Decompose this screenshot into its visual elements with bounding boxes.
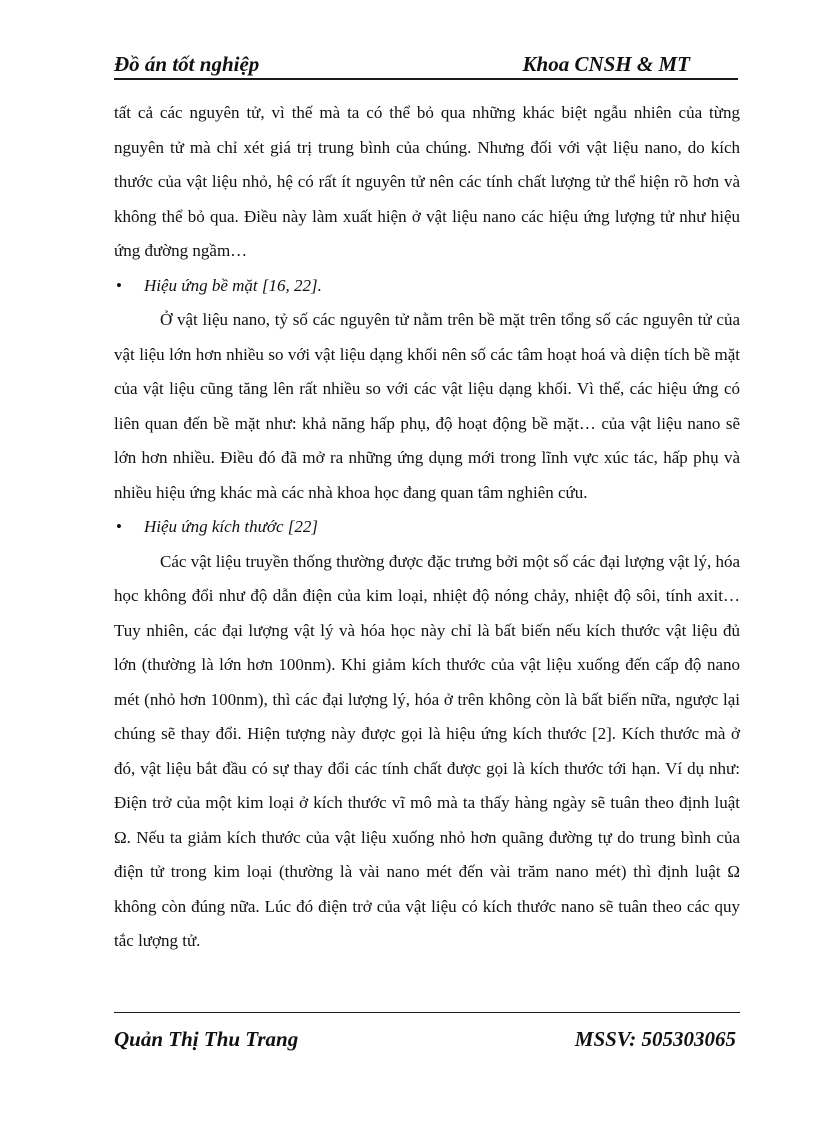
size-effect-heading-text: Hiệu ứng kích thước [22]	[144, 517, 318, 536]
surface-effect-heading-text: Hiệu ứng bề mặt [16, 22].	[144, 275, 322, 295]
bullet-icon: •	[116, 517, 122, 536]
size-effect-paragraph: Các vật liệu truyền thống thường được đặc trưng bởi một số các đại lượng vật lý, hóa học không đổi như độ dẫn điện của kim loại, nhiệt độ nóng chảy, nhiệt độ sôi, tính axit…Tuy nhiên, các đại lượng vật lý và hóa học này chỉ là bất biến nếu kích thước vật liệu đủ lớn (thường là lớn hơn 100nm). Khi giảm kích thước của vật liệu xuống đến cấp độ nano mét (nhỏ hơn 100nm), thì các đại lượng lý, hóa ở trên không còn là bất biến nữa, ngược lại chúng sẽ thay đổi. Hiện tượng này được gọi là hiệu ứng kích thước [2]. Kích thước mà ở đó, vật liệu bắt đầu có sự thay đổi các tính chất được gọi là kích thước tới hạn. Ví dụ như: Điện trở của một kim loại ở kích thước vĩ mô mà ta thấy hàng ngày sẽ tuân theo định luật Ω. Nếu ta giảm kích thước của vật liệu xuống nhỏ hơn quãng đường tự do trung bình của điện tử trong kim loại (thường là vài nano mét đến vài trăm nano mét) thì định luật Ω không còn đúng nữa. Lúc đó điện trở của vật liệu có kích thước nano sẽ tuân theo các quy tắc lượng tử.	[114, 551, 740, 950]
section-heading-size-effect	[114, 510, 740, 545]
footer-student-id: MSSV: 505303065	[574, 1027, 736, 1051]
header-thesis-title: Đồ án tốt nghiệp	[114, 52, 260, 76]
document-body	[114, 96, 740, 959]
section-heading-surface-effect	[114, 269, 740, 304]
page-footer	[114, 1012, 740, 1053]
intro-paragraph: tất cả các nguyên tử, vì thế mà ta có thể bỏ qua những khác biệt ngẫu nhiên của từng nguyên tử mà chỉ xét giá trị trung bình của chúng. Nhưng đối với vật liệu nano, do kích thước của vật liệu nhỏ, hệ có rất ít nguyên tử nên các tính chất lượng tử thể hiện rõ hơn và không thể bỏ qua. Điều này làm xuất hiện ở vật liệu nano các hiệu ứng lượng tử như hiệu ứng đường ngầm…	[114, 103, 740, 260]
surface-effect-paragraph: Ở vật liệu nano, tỷ số các nguyên tử nằm trên bề mặt trên tổng số các nguyên tử của vật liệu lớn hơn nhiều so với vật liệu dạng khối nên số các tâm hoạt hoá và diện tích bề mặt của vật liệu cũng tăng lên rất nhiều so với các vật liệu dạng khối. Vì thế, các hiệu ứng có liên quan đến bề mặt như: khả năng hấp phụ, độ hoạt động bề mặt… của vật liệu nano sẽ lớn hơn nhiều. Điều đó đã mở ra những ứng dụng mới trong lĩnh vực xúc tác, hấp phụ và nhiều hiệu ứng khác mà các nhà khoa học đang quan tâm nghiên cứu.	[114, 310, 740, 502]
bullet-icon: •	[116, 275, 122, 295]
footer-author-name: Quản Thị Thu Trang	[114, 1027, 299, 1051]
header-faculty: Khoa CNSH & MT	[522, 52, 690, 76]
page-header	[114, 50, 738, 80]
